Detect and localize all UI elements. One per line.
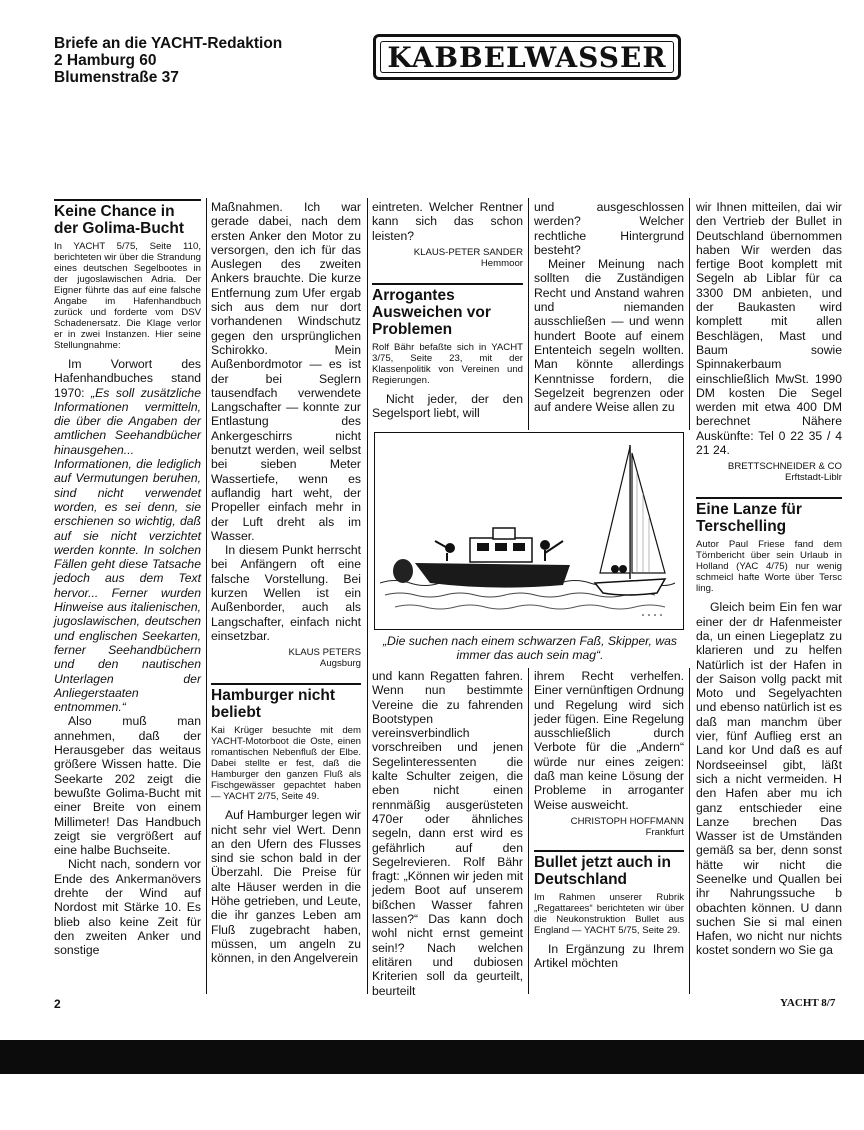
article-heading-bullet: Bullet jetzt auch in Deutschland [534, 853, 671, 888]
column-3-top [372, 200, 523, 420]
paragraph: Nicht jeder, der den Segelsport liebt, will [372, 391, 523, 421]
address-line-3: Blumenstraße 37 [54, 69, 179, 86]
boats-drawing [375, 433, 683, 629]
column-rule [689, 198, 690, 430]
paragraph: Auf Hamburger legen wir nicht sehr viel Wert. Denn an den Ufern des Flusses sind sie schon bald in der Überzahl. Die Preise für alte Häuser werden in die Höhe getrieben, und Leute, die ihr ganzes Leben am Fluß zugebracht haben, müssen, um angeln zu können, in den Angelverein [211, 808, 361, 966]
cartoon-illustration [374, 432, 684, 630]
signature-name: BRETTSCHNEIDER & CO [727, 461, 842, 473]
column-4-bottom [534, 669, 684, 971]
column-rule [528, 668, 529, 994]
address-line-2: 2 Hamburg 60 [54, 52, 157, 69]
kabbelwasser-logo [373, 34, 681, 80]
signature-name: CHRISTOPH HOFFMANN [570, 815, 684, 827]
signature-place: Augsburg [319, 658, 361, 670]
article-lead-golima: In YACHT 5/75, Seite 110, berichteten wir über die Strandung eines deutschen Segelbootes in der jugoslawischen Adria. Der Eigner führte das auf eine falsche Angabe im Hafenhandbuch zurück und forderte vom DSV Schadenersatz. Die Klage verlor er in zwei Instanzen. Hier seine Stellungnahme: [54, 241, 201, 351]
signature-name: KLAUS PETERS [288, 647, 361, 659]
paragraph: eintreten. Welcher Rentner kann sich das schon leisten? [372, 200, 523, 243]
logo-text: KABBELWASSER [387, 40, 667, 74]
column-rule [528, 198, 529, 430]
signature-name: KLAUS-PETER SANDER [413, 246, 523, 258]
signature-place: Erftstadt-Liblr [784, 472, 842, 484]
article-heading-arrogantes: Arrogantes Ausweichen vor Problemen [372, 286, 491, 338]
column-2 [211, 200, 361, 965]
article-heading-terschelling: Eine Lanze für Terschelling [696, 501, 802, 536]
paragraph: In Ergänzung zu Ihrem Artikel möchten [534, 941, 684, 971]
editorial-address [54, 35, 282, 86]
signature-place: Frankfurt [645, 826, 684, 838]
paragraph: Nicht nach, sondern vor Ende des Ankermanövers drehte der Wind auf Nordost mit Stärke 10. Es blieb also keine Zeit für den zweiten Anker und sonstige [54, 857, 201, 958]
cartoon-caption: „Die suchen nach einem schwarzen Faß, Skipper, was immer das auch sein mag“. [383, 634, 677, 662]
column-4-top [534, 200, 684, 414]
column-3-bottom [372, 669, 523, 998]
article-lead-terschelling: Autor Paul Friese fand dem Törnbericht über sein Urlaub in Holland (YAC 4/75) nur wenig schmeicl hafte Worte über Tersc ling. [696, 539, 842, 595]
signature-place: Hemmoor [480, 257, 523, 269]
column-rule [206, 198, 207, 994]
paragraph: Im Vorwort des Hafenhandbuches stand 1970: „Es soll zusätzliche Informationen vermitteln, die über die Angaben der amtlichen Seehandbücher hinausgehen... Informationen, die lediglich auf Vermutungen beruhen, sind nicht verwendet worden, es sei denn, sie erschienen so wichtig, daß auf sie nicht verzichtet werden konnte. In solchen Fällen geht diese Tatsache jedoch aus dem Text hervor... Ferner wurden Hinweise aus italienischen, jugoslawischen, deutschen und englischen Seekarten, ferner Seehandbüchern und den nautischen Unterlagen der Anliegerstaaten entnommen.“ [54, 357, 201, 715]
address-line-1: Briefe an die YACHT-Redaktion [54, 35, 283, 52]
paragraph: In diesem Punkt herrscht bei Anfängern oft eine falsche Vorstellung. Bei kurzen Wellen ist ein Außenborder, auch als Langschafter, einfach nicht einsetzbar. [211, 543, 361, 643]
column-rule [689, 668, 690, 994]
page-number: 2 [54, 997, 61, 1011]
column-rule [367, 198, 368, 994]
paragraph: Maßnahmen. Ich war gerade dabei, nach dem ersten Anker den Motor zu versorgen, den ich für das Auslegen des zweiten Ankers brauchte. Die kurze Entfernung zum Ufer ergab sich aus dem nur dort vorhandenen Windschutz gegen den ursprünglichen Schirokko. Mein Außenbordmotor — es ist der bei Seglern tausendfach verwendete Langschafter — konnte zur Entlastung des Ankergeschirrs nicht benutzt werden, weil selbst bei sieben Meter Wassertiefe, wenn es auflandig hart weht, der Propeller einfach mehr in der Luft dreht als im Wasser. [211, 200, 361, 543]
paragraph: und kann Regatten fahren. Wenn nun bestimmte Vereine die zu fahrenden Bootstypen vereinsverbindlich vorschreiben und jenen Segelinteressenten die kalte Schulter zeigen, die eben nicht einen rennmäßig ausgerüsteten 470er oder ähnliches segeln, dann erst wird es gefährlich auf den Segelrevieren. Rolf Bähr fragt: „Können wir jeden mit jedem Boot auf unserem bißchen Wasser fahren lassen?“ Das kann doch wohl nicht ernst gemeint sein!? Nach welchen elitären und dubiosen Kriterien soll da geurteilt, beurteilt [372, 669, 523, 998]
article-lead-bullet: Im Rahmen unserer Rubrik „Regattarees“ berichteten wir über die Neukonstruktion Bullet aus England — YACHT 5/75, Seite 29. [534, 891, 684, 936]
article-lead-hamburger: Kai Krüger besuchte mit dem YACHT-Motorboot die Oste, einen romantischen Nebenfluß der Elbe. Dabei stellte er fest, daß die Hamburger den ganzen Fluß als Fischgewässer gepachtet haben — YACHT 2/75, Seite 49. [211, 725, 361, 803]
column-1 [54, 199, 201, 957]
issue-label: YACHT 8/7 [780, 997, 836, 1009]
paragraph: Also muß man annehmen, daß der Herausgeber das weitaus größere Wissen hatte. Die Seekarte 202 zeigt die bewußte Golima-Bucht mit einer Breite von einem Millimeter! Das Handbuch zeigt sie vergrößert auf eine halbe Buchseite. [54, 714, 201, 858]
article-heading-hamburger: Hamburger nicht beliebt [211, 687, 336, 722]
column-5 [696, 200, 842, 958]
article-heading-golima: Keine Chance in der Golima-Bucht [54, 203, 185, 237]
paragraph: Gleich beim Ein fen war einer der dr Hafenmeister da, un einen Liegeplatz zu klarieren und zu helfen Natürlich ist der Hafen in der Saison vollg packt mit Moto und Segelyachten und ebenso natürlich ist es daß man manchm über vier, fünf Auflieg erst an Land kor Und daß es auf Nordseeinsel gibt, läßt sich a nicht vermeiden. H den Hafen aber mu ich ganz entschieder eine Lanze brechen Das Wasser ist de Umständen gemäß sa ber, denn sonst hätte wir nicht die Seenelke und Quallen bei ihr Nahrungssuche b obachten können. U dann suchen Sie si mal einen Hafen, wo nicht nur nichts kostet sondern wo Sie ga [696, 600, 842, 958]
paragraph: und ausgeschlossen werden? Welcher rechtliche Hintergrund besteht? [534, 200, 684, 257]
paragraph: wir Ihnen mitteilen, dai wir den Vertrieb der Bullet in Deutschland übernommen haben Wir werden das fertige Boot komplett mit Segeln ab Liblar für ca 3300 DM anbieten, und der Baukasten wird komplett mit allen Beschlägen, Mast und Baum sowie Spinnakerbaum einschließlich MwSt. 1990 DM kosten Die Segel werden mit etwa 400 DM berechnet Nähere Auskünfte: Tel 0 22 35 / 4 21 24. [696, 200, 842, 458]
paragraph: ihrem Recht verhelfen. Einer vernünftigen Ordnung und Regelung wird sich jeder fügen. Eine Regelung ausschließlich durch Verbote für die „Andern“ würde nur eines zeigen: daß man keine Lösung der Probleme in arroganter Weise ausweicht. [534, 669, 684, 812]
paragraph: Meiner Meinung nach sollten die Zuständigen Recht und Anstand wahren und niemanden ausschließen — und wenn hundert Boote auf einem Ententeich segeln wollten. Man könnte allerdings Kenntnisse fordern, die Segelzeit begrenzen oder auf andere Weise allen zu [534, 257, 684, 415]
scan-edge-bar [0, 1040, 864, 1074]
article-lead-arrogantes: Rolf Bähr befaßte sich in YACHT 3/75, Seite 23, mit der Klassenpolitik von Vereinen und Regierungen. [372, 341, 523, 386]
